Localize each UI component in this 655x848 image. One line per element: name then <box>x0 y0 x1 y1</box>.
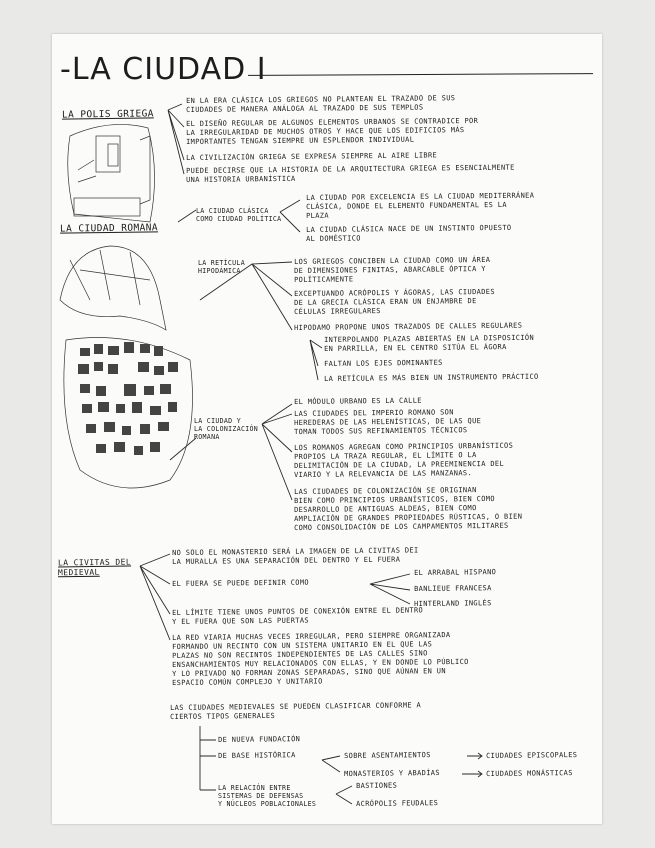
tipo-base-historica: DE BASE HISTÓRICA <box>218 751 296 760</box>
defensa-item: BASTIONES <box>356 781 398 790</box>
tipo-nueva-fundacion: DE NUEVA FUNDACIÓN <box>218 735 301 744</box>
clasificacion-intro: LAS CIUDADES MEDIEVALES SE PUEDEN CLASIFICAR CONFORME A <box>170 701 422 712</box>
defensa-item: ACRÓPOLIS FEUDALES <box>356 799 439 808</box>
clasica-point: PLAZA <box>306 211 329 220</box>
medieval-point: ESPACIO COMÚN COMPLEJO Y UNITARIO <box>172 677 323 687</box>
polis-point: EL DISEÑO REGULAR DE ALGUNOS ELEMENTOS URBANOS SE CONTRADICE POR <box>186 116 479 128</box>
clasica-point: LA CIUDAD CLÁSICA NACE DE UN INSTINTO OPUESTO <box>306 223 512 234</box>
polis-point: LA IRREGULARIDAD DE MUCHOS OTROS Y HACE QUE LOS EDIFICIOS MÁS <box>186 126 465 137</box>
base-monasterios-result: CIUDADES MONÁSTICAS <box>486 769 573 778</box>
medieval-point: FORMANDO UN RECINTO CON UN SISTEMA UNITARIO EN EL QUE LAS <box>172 640 433 651</box>
hipodamo-subpoint: INTERPOLANDO PLAZAS ABIERTAS EN LA DISPOSICIÓN <box>324 333 535 344</box>
medieval-point: LA RED VIARIA MUCHAS VECES IRREGULAR, PERO SIEMPRE ORGANIZADA <box>172 631 451 642</box>
clasica-label: COMO CIUDAD POLÍTICA <box>196 215 282 223</box>
reticula-point: HIPODAMO PROPONE UNOS TRAZADOS DE CALLES REGULARES <box>294 321 523 332</box>
heading-civitas-medieval: LA CIVITAS DEL <box>57 557 132 568</box>
colonizacion-point: VIARIO Y LA RELEVANCIA DE LAS MANZANAS. <box>294 469 473 479</box>
fuera-option: EL ARRABAL HISPANO <box>414 568 497 577</box>
medieval-point: EL FUERA SE PUEDE DEFINIR COMO <box>172 578 310 588</box>
colonizacion-point: TOMAN TODOS SUS REFINAMIENTOS TÉCNICOS <box>294 426 468 436</box>
colonizacion-point: COMO CONSOLIDACIÓN DE LOS CAMPAMENTOS MILITARES <box>294 521 509 532</box>
colonizacion-point: LOS ROMANOS AGREGAN COMO PRINCIPIOS URBANÍSTICOS <box>294 441 514 452</box>
page-title: -LA CIUDAD I <box>60 52 267 87</box>
fuera-option: BANLIEUE FRANCESA <box>414 584 492 593</box>
polis-point: UNA HISTORIA URBANÍSTICA <box>186 174 296 184</box>
clasica-point: CLÁSICA, DONDE EL ELEMENTO FUNDAMENTAL ES LA <box>306 200 507 211</box>
medieval-point: LA MURALLA ES UNA SEPARACIÓN DEL DENTRO Y EL FUERA <box>172 555 401 566</box>
medieval-point: ENSANCHAMIENTOS MUY RELACIONADOS CON ELLAS, Y EN DONDE LO PÚBLICO <box>172 657 469 669</box>
base-monasterios: MONASTERIOS Y ABADÍAS <box>344 768 440 778</box>
heading-ciudad-romana: LA CIUDAD ROMANA <box>59 222 158 235</box>
colonizacion-label: LA CIUDAD Y <box>194 417 241 425</box>
heading-civitas-medieval: MEDIEVAL <box>57 567 100 578</box>
tipo-relacion: Y NÚCLEOS POBLACIONALES <box>218 800 317 808</box>
polis-point: EN LA ERA CLÁSICA LOS GRIEGOS NO PLANTEAN EL TRAZADO DE SUS <box>186 94 456 105</box>
hipodamo-subpoint: LA RETÍCULA ES MÁS BIEN UN INSTRUMENTO PRÁCTICO <box>324 372 539 383</box>
medieval-point: Y EL FUERA QUE SON LAS PUERTAS <box>172 616 310 626</box>
reticula-point: CÉLULAS IRREGULARES <box>294 307 381 316</box>
colonizacion-point: DELIMITACIÓN DE LA CIUDAD, LA PREEMINENCIA DEL <box>294 459 505 470</box>
base-asentamientos-result: CIUDADES EPISCOPALES <box>486 751 578 760</box>
medieval-point: EL LÍMITE TIENE UNOS PUNTOS DE CONEXIÓN ENTRE EL DENTRO <box>172 606 424 617</box>
heading-polis-griega: LA POLIS GRIEGA <box>61 108 154 121</box>
reticula-label: HIPODÁMICA <box>198 267 241 275</box>
reticula-point: LOS GRIEGOS CONCIBEN LA CIUDAD COMO UN ÁREA <box>294 255 491 266</box>
clasica-point: AL DOMÉSTICO <box>306 234 361 243</box>
polis-point: IMPORTANTES TENGAN SIEMPRE UN ESPLENDOR INDIVIDUAL <box>186 135 415 146</box>
colonizacion-point: PROPIOS LA TRAZA REGULAR, EL LÍMITE O LA <box>294 451 477 461</box>
colonizacion-point: AMPLIACIÓN DE GRANDES PROPIEDADES RÚSTICAS, O BIEN <box>294 512 523 523</box>
clasica-point: LA CIUDAD POR EXCELENCIA ES LA CIUDAD MEDITERRÁNEA <box>306 191 535 202</box>
clasica-label: LA CIUDAD CLÁSICA <box>196 207 269 215</box>
polis-point: PUEDE DECIRSE QUE LA HISTORIA DE LA ARQUITECTURA GRIEGA ES ESENCIALMENTE <box>186 163 515 175</box>
clasificacion-intro: CIERTOS TIPOS GENERALES <box>170 711 276 721</box>
colonizacion-point: LAS CIUDADES DEL IMPERIO ROMANO SON <box>294 408 454 418</box>
medieval-point: Y LO PRIVADO NO FORMAN ZONAS SEPARADAS, SINO QUE AÚNAN EN UN <box>172 667 446 678</box>
colonizacion-point: BIEN COMO PRINCIPIOS URBANÍSTICOS, BIEN COMO <box>294 494 495 505</box>
medieval-point: NO SOLO EL MONASTERIO SERÁ LA IMAGEN DE LA CIVITAS DEI <box>172 546 419 557</box>
polis-point: CIUDADES DE MANERA ANÁLOGA AL TRAZADO DE SUS TEMPLOS <box>186 103 424 114</box>
reticula-point: DE LA GRECIA CLÁSICA ERAN UN ENJAMBRE DE <box>294 297 477 307</box>
hipodamo-subpoint: EN PARRILLA, EN EL CENTRO SITÚA EL ÁGORA <box>324 343 507 353</box>
colonizacion-label: ROMANA <box>194 433 220 441</box>
colonizacion-point: LAS CIUDADES DE COLONIZACIÓN SE ORIGINAN <box>294 486 477 496</box>
polis-point: LA CIVILIZACIÓN GRIEGA SE EXPRESA SIEMPRE AL AIRE LIBRE <box>186 151 438 162</box>
reticula-point: EXCEPTUANDO ACRÓPOLIS Y ÁGORAS, LAS CIUDADES <box>294 287 495 298</box>
reticula-point: DE DIMENSIONES FINITAS, ABARCABLE ÓPTICA Y <box>294 264 486 275</box>
base-asentamientos: SOBRE ASENTAMIENTOS <box>344 751 431 760</box>
colonizacion-point: EL MÓDULO URBANO ES LA CALLE <box>294 396 422 406</box>
tipo-relacion: LA RELACIÓN ENTRE <box>218 784 291 792</box>
colonizacion-point: HEREDERAS DE LAS HELENÍSTICAS, DE LAS QUE <box>294 417 482 427</box>
tipo-relacion: SISTEMAS DE DEFENSAS <box>218 792 304 800</box>
reticula-point: POLÍTICAMENTE <box>294 275 354 284</box>
medieval-point: PLAZAS NO SON RECINTOS INDEPENDIENTES DE LAS CALLES SINO <box>172 649 428 660</box>
fuera-option: HINTERLAND INGLÉS <box>414 599 492 608</box>
hipodamo-subpoint: FALTAN LOS EJES DOMINANTES <box>324 358 443 368</box>
reticula-label: LA RETÍCULA <box>198 259 245 267</box>
colonizacion-point: DESARROLLO DE ANTIGUAS ALDEAS, BIEN COMO <box>294 504 477 514</box>
colonizacion-label: LA COLONIZACIÓN <box>194 425 259 433</box>
